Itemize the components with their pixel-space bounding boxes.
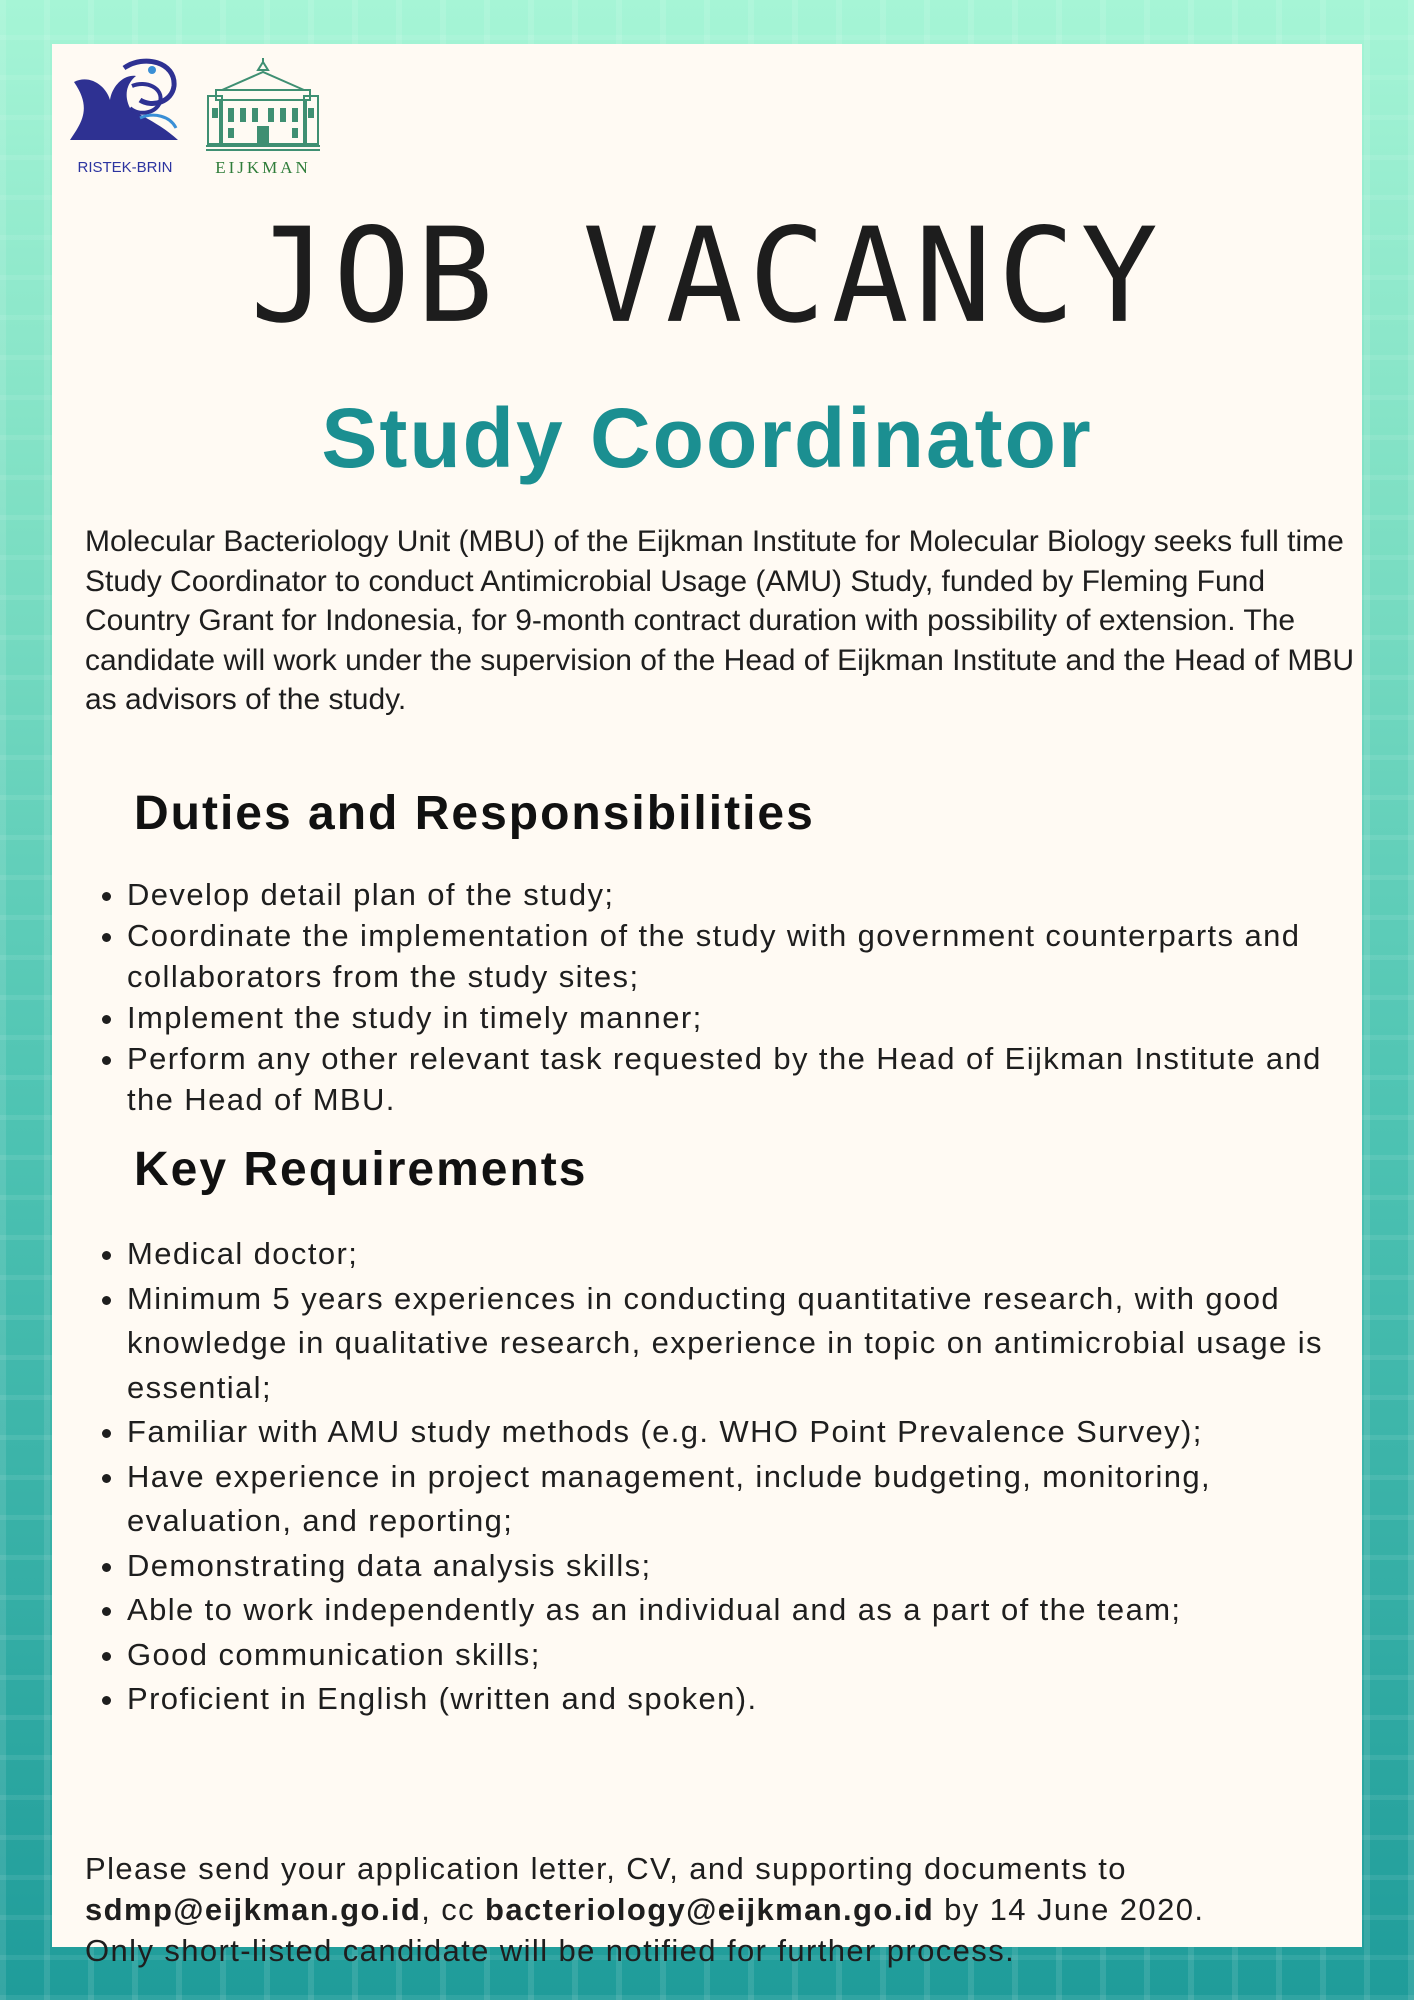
list-item: • Perform any other relevant task requested by the Head of Eijkman Institute and the Head of MBU. (127, 1038, 1377, 1120)
footer-line-1: Please send your application letter, CV, and supporting documents to (85, 1851, 1127, 1886)
logo-row (66, 56, 324, 178)
footer-line-3: Only short-listed candidate will be notified for further process. (85, 1933, 1016, 1968)
email-link-bacteriology[interactable]: bacteriology@eijkman.go.id (485, 1892, 935, 1927)
requirements-heading: Key Requirements (134, 1143, 588, 1196)
deadline-text: by 14 June 2020. (934, 1892, 1205, 1927)
list-item: • Familiar with AMU study methods (e.g. WHO Point Prevalence Survey); (127, 1410, 1377, 1455)
email-link-sdmp[interactable]: sdmp@eijkman.go.id (85, 1892, 422, 1927)
list-item: • Coordinate the implementation of the study with government counterparts and collaborators from the study sites; (127, 915, 1377, 997)
vacancy-card (52, 44, 1362, 1968)
application-instructions (85, 1848, 1355, 1971)
intro-paragraph: Molecular Bacteriology Unit (MBU) of the Eijkman Institute for Molecular Biology seeks full time Study Coordinator to conduct Antimicrobial Usage (AMU) Study, funded by Fleming Fund Country Grant for Indonesia, for 9-month contract duration with possibility of extension. The candidate will work under the supervision of the Head of Eijkman Institute and the Head of MBU as advisors of the study. (85, 525, 1355, 716)
cc-text: , cc (421, 1892, 486, 1927)
ristek-brin-logo (66, 56, 184, 176)
list-item: • Implement the study in timely manner; (127, 997, 1377, 1038)
ristek-brin-emblem-icon (66, 56, 184, 156)
duties-list (85, 874, 1377, 1120)
list-item: • Have experience in project management, include budgeting, monitoring, evaluation, and reporting; (127, 1455, 1377, 1544)
list-item: • Demonstrating data analysis skills; (127, 1544, 1377, 1589)
list-item: • Medical doctor; (127, 1232, 1377, 1277)
list-item: • Develop detail plan of the study; (127, 874, 1377, 915)
duties-heading: Duties and Responsibilities (134, 787, 815, 840)
ristek-brin-caption: RISTEK-BRIN (77, 159, 173, 176)
list-item: • Minimum 5 years experiences in conducting quantitative research, with good knowledge in qualitative research, experience in topic on antimicrobial usage is essential; (127, 1277, 1377, 1411)
eijkman-building-icon (202, 56, 324, 156)
list-item: • Able to work independently as an individual and as a part of the team; (127, 1588, 1377, 1633)
list-item: • Proficient in English (written and spoken). (127, 1677, 1377, 1722)
job-position-title: Study Coordinator (321, 391, 1093, 485)
eijkman-caption: EIJKMAN (215, 158, 311, 177)
page-title: JOB VACANCY (250, 200, 1164, 353)
requirements-list (85, 1232, 1377, 1722)
eijkman-logo (202, 56, 324, 178)
list-item: • Good communication skills; (127, 1633, 1377, 1678)
